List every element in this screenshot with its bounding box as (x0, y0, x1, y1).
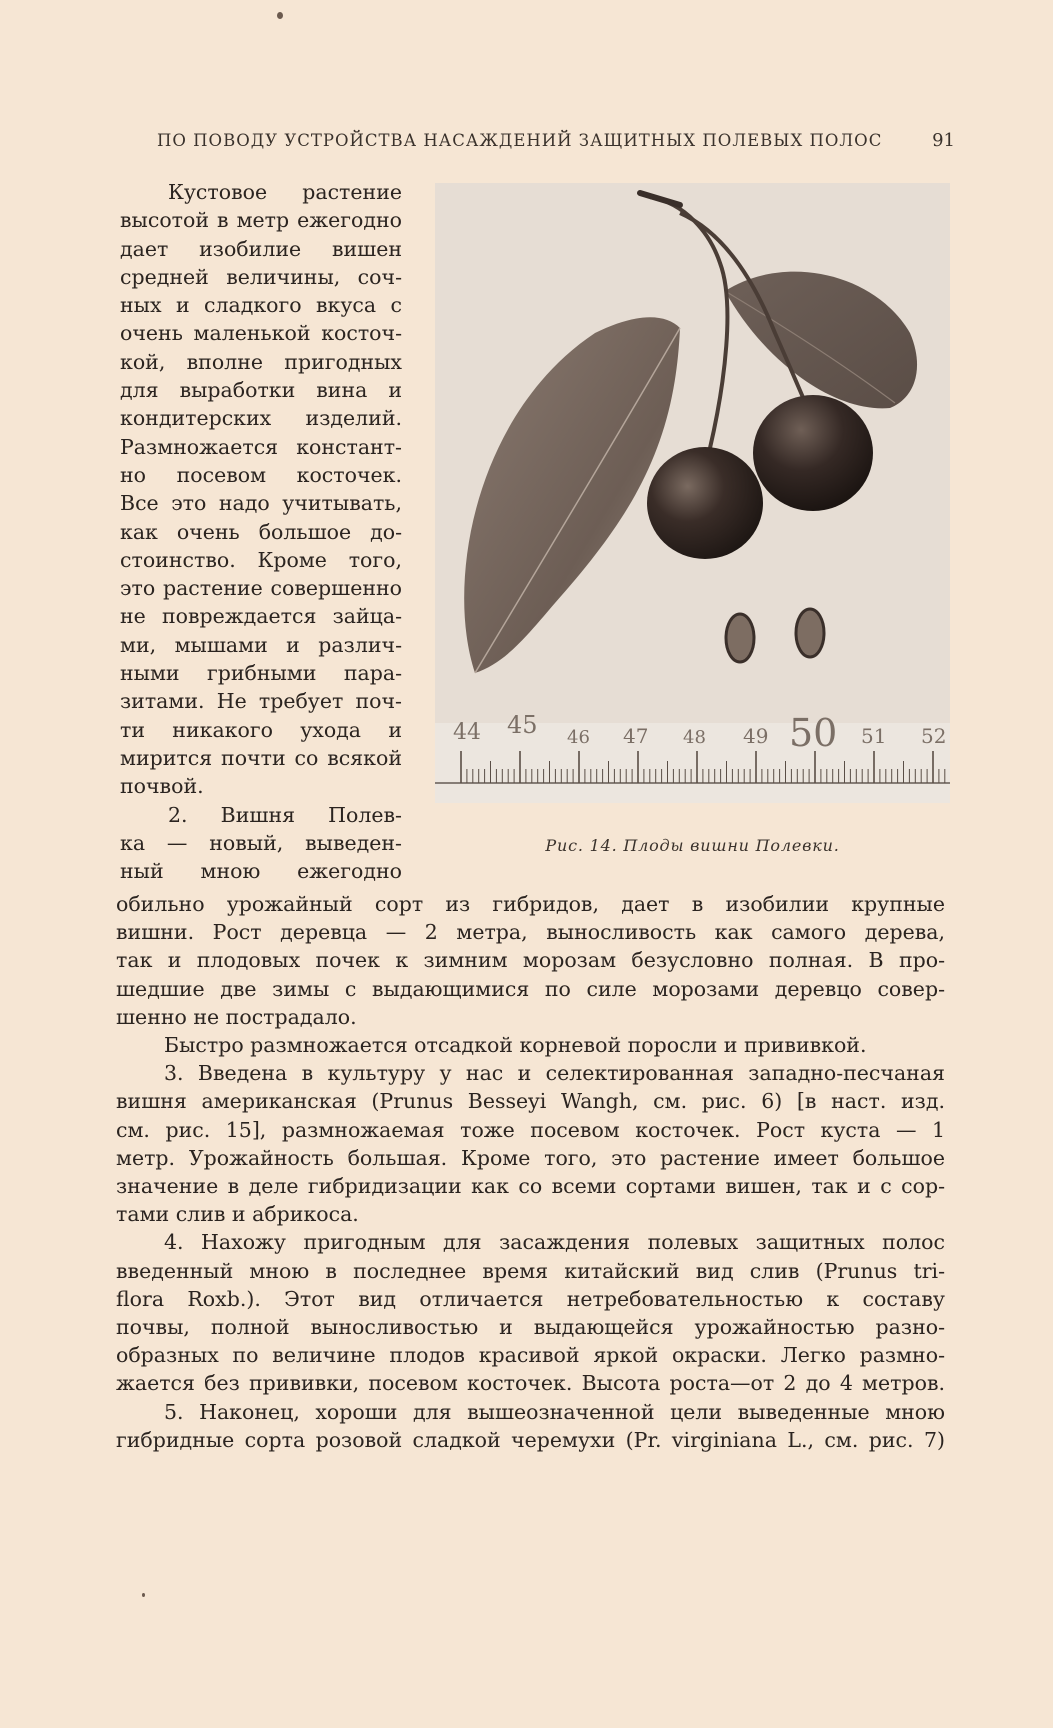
text-line: Кустовое растение (168, 180, 402, 204)
text-line: тами слив и абрикоса. (116, 1202, 359, 1227)
text-line: вишни. Рост деревца — 2 метра, выносливость как самого дерева, (116, 920, 945, 945)
running-title: ПО ПОВОДУ УСТРОЙСТВА НАСАЖДЕНИЙ ЗАЩИТНЫХ ПОЛЕВЫХ ПОЛОС (157, 131, 883, 150)
ruler-label: 49 (743, 724, 769, 748)
ruler-label: 47 (623, 724, 649, 748)
text-line: так и плодовых почек к зимним морозам безусловно полная. В про- (116, 948, 945, 973)
ruler-label: 50 (789, 711, 838, 755)
ruler-label: 44 (453, 720, 481, 745)
cherry-photo-figure (435, 183, 950, 803)
cherry-photo (435, 183, 950, 803)
text-line: 2. Вишня Полев- (168, 802, 402, 827)
text-line: шенно не пострадало. (116, 1004, 357, 1029)
text-line: метр. Урожайность большая. Кроме того, это растение имеет большое (116, 1145, 945, 1170)
text-line: зитами. Не требует поч- (120, 689, 402, 714)
text-line: введенный мною в последнее время китайский вид слив (Prunus tri- (116, 1258, 945, 1283)
text-line: ми, мышами и различ- (120, 632, 402, 657)
text-line: почвы, полной выносливостью и выдающейся урожайностью разно- (116, 1315, 945, 1340)
text-line: кондитерских изделий. (120, 406, 402, 431)
text-line: кой, вполне пригодных (120, 349, 402, 374)
text-line: Быстро размножается отсадкой корневой поросли и прививкой. (164, 1033, 867, 1058)
text-line: flora Roxb.). Этот вид отличается нетребовательностью к составу (116, 1286, 945, 1311)
text-line: высотой в метр ежегодно (120, 208, 402, 233)
text-line: мирится почти со всякой (120, 745, 402, 770)
ink-speck (142, 1593, 145, 1597)
text-line: Размножается констант- (120, 434, 402, 459)
text-line: для выработки вина и (120, 378, 402, 403)
ink-speck (277, 12, 283, 19)
cherry-pit (726, 614, 754, 662)
text-line: дает изобилие вишен (120, 236, 402, 261)
left-column-text (120, 178, 402, 885)
figure-caption: Рис. 14. Плоды вишни Полевки. (545, 836, 840, 855)
cherry-fruit (647, 447, 763, 559)
text-line: гибридные сорта розовой сладкой черемухи (Pr. virginiana L., см. рис. 7) (116, 1427, 945, 1452)
text-line: 5. Наконец, хороши для вышеозначенной цели выведенные мною (164, 1399, 945, 1424)
page-number: 91 (932, 130, 955, 151)
text-line: ными грибными пара- (120, 661, 402, 686)
running-header (157, 130, 955, 151)
text-line: образных по величине плодов красивой яркой окраски. Легко размно- (116, 1343, 945, 1368)
text-line: как очень большое до- (120, 519, 402, 544)
text-line: не повреждается зайца- (120, 604, 402, 629)
text-line: см. рис. 15], размножаемая тоже посевом косточек. Рост куста — 1 (116, 1117, 945, 1142)
text-line: это растение совершенно (120, 576, 402, 601)
text-line: вишня американская (Prunus Besseyi Wangh, см. рис. 6) [в наст. изд. (116, 1089, 945, 1114)
text-line: ный мною ежегодно (120, 859, 402, 884)
text-line: ных и сладкого вкуса с (120, 293, 402, 318)
text-line: жается без прививки, посевом косточек. Высота роста—от 2 до 4 метров. (116, 1371, 945, 1396)
ruler-label: 51 (861, 724, 887, 748)
text-line: почвой. (120, 774, 204, 799)
text-line: значение в деле гибридизации как со всеми сортами вишен, так и с сор- (116, 1174, 945, 1199)
main-body-text (116, 890, 945, 1454)
ruler-label: 45 (507, 711, 538, 739)
text-line: но посевом косточек. (120, 462, 402, 487)
text-line: стоинство. Кроме того, (120, 547, 402, 572)
text-line: 4. Нахожу пригодным для засаждения полевых защитных полос (164, 1230, 945, 1255)
cherry-pit (796, 609, 824, 657)
ruler-label: 46 (567, 727, 590, 748)
text-line: ка — новый, выведен- (120, 830, 402, 855)
text-line: Все это надо учитывать, (120, 491, 402, 516)
cherry-fruit (753, 395, 873, 511)
ruler-label: 52 (921, 724, 947, 748)
text-line: очень маленькой косточ- (120, 321, 402, 346)
text-line: ти никакого ухода и (120, 717, 402, 742)
text-line: обильно урожайный сорт из гибридов, дает в изобилии крупные (116, 892, 945, 916)
ruler-label: 48 (683, 727, 706, 748)
text-line: шедшие две зимы с выдающимися по силе морозами деревцо совер- (116, 976, 945, 1001)
text-line: 3. Введена в культуру у нас и селектированная западно-песчаная (164, 1061, 945, 1086)
text-line: средней величины, соч- (120, 264, 402, 289)
